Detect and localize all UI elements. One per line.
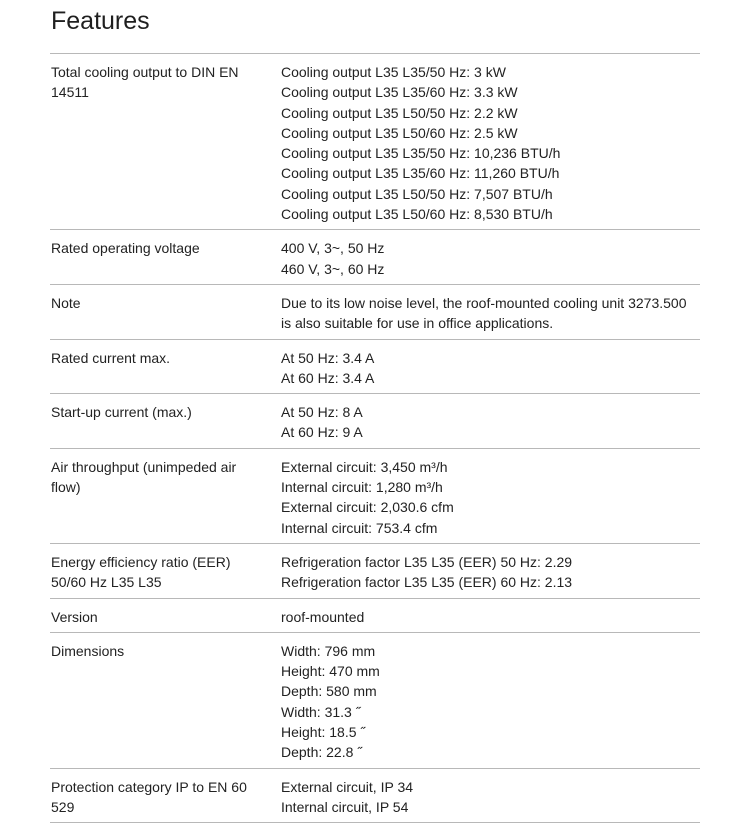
row-value: At 60 Hz: 9 A: [281, 424, 363, 441]
row-label: Dimensions: [51, 642, 125, 659]
row-value: 460 V, 3~, 60 Hz: [281, 260, 385, 277]
row-values: [281, 607, 700, 627]
row-values: [281, 348, 700, 389]
row-value: Cooling output L35 L50/50 Hz: 7,507 BTU/h: [281, 185, 553, 202]
row-value: Internal circuit: 753.4 cfm: [281, 519, 438, 536]
row-value: External circuit: 2,030.6 cfm: [281, 499, 454, 516]
row-value: Cooling output L35 L50/50 Hz: 2.2 kW: [281, 104, 518, 121]
row-value: Cooling output L35 L35/60 Hz: 11,260 BTU/h: [281, 165, 560, 182]
page-title: Features: [51, 7, 150, 35]
row-label: Version: [51, 608, 98, 625]
table-row: [50, 449, 700, 544]
table-row: [50, 633, 700, 769]
row-values: [281, 641, 700, 763]
row-values: [281, 402, 700, 443]
row-value: Height: 470 mm: [281, 663, 380, 680]
row-label: Total cooling output to DIN EN 14511: [51, 64, 239, 101]
row-label: Protection category IP to EN 60 529: [51, 778, 247, 815]
row-label: Air throughput (unimpeded air flow): [51, 458, 237, 496]
row-value: Refrigeration factor L35 L35 (EER) 50 Hz: 2.29: [281, 553, 573, 570]
row-values: [281, 238, 700, 279]
row-value: Cooling output L35 L35/60 Hz: 3.3 kW: [281, 84, 518, 101]
table-row: [50, 230, 700, 285]
table-row: [50, 285, 700, 340]
row-value: Depth: 580 mm: [281, 683, 377, 700]
row-values: [281, 293, 700, 334]
features-table: [50, 53, 700, 823]
row-label: Note: [51, 294, 81, 311]
row-value: Cooling output L35 L35/50 Hz: 3 kW: [281, 64, 506, 80]
table-row: [50, 340, 700, 395]
row-value: 400 V, 3~, 50 Hz: [281, 240, 385, 257]
row-values: [281, 457, 700, 538]
row-values: [281, 777, 700, 818]
row-value: roof-mounted: [281, 608, 365, 625]
row-value: Height: 18.5 ˝: [281, 724, 366, 741]
row-value: Cooling output L35 L50/60 Hz: 2.5 kW: [281, 124, 518, 141]
table-row: [50, 54, 700, 230]
row-label: Start-up current (max.): [51, 404, 192, 421]
row-value: External circuit, IP 34: [281, 778, 414, 795]
row-value: Depth: 22.8 ˝: [281, 744, 362, 761]
table-row: [50, 394, 700, 449]
row-label: Rated operating voltage: [51, 240, 200, 257]
row-value: Internal circuit: 1,280 m³/h: [281, 479, 443, 496]
row-label: Energy efficiency ratio (EER) 50/60 Hz L35 L35: [51, 553, 231, 591]
row-value: Width: 796 mm: [281, 642, 376, 659]
row-value: At 60 Hz: 3.4 A: [281, 369, 375, 386]
row-value: At 50 Hz: 3.4 A: [281, 349, 375, 366]
table-row: [50, 769, 700, 823]
row-value: Width: 31.3 ˝: [281, 703, 361, 720]
row-value: At 50 Hz: 8 A: [281, 404, 363, 421]
table-row: [50, 599, 700, 633]
table-row: [50, 544, 700, 599]
row-values: [281, 62, 700, 224]
row-value: Cooling output L35 L50/60 Hz: 8,530 BTU/h: [281, 206, 553, 223]
row-value: Cooling output L35 L35/50 Hz: 10,236 BTU/h: [281, 145, 561, 162]
row-label: Rated current max.: [51, 349, 171, 366]
row-value: External circuit: 3,450 m³/h: [281, 458, 448, 475]
row-values: [281, 552, 700, 593]
row-value: Refrigeration factor L35 L35 (EER) 60 Hz: 2.13: [281, 574, 573, 591]
row-value: Due to its low noise level, the roof-mounted cooling unit 3273.500 is also suitable for use in office applications.: [281, 294, 687, 332]
row-value: Internal circuit, IP 54: [281, 798, 409, 815]
